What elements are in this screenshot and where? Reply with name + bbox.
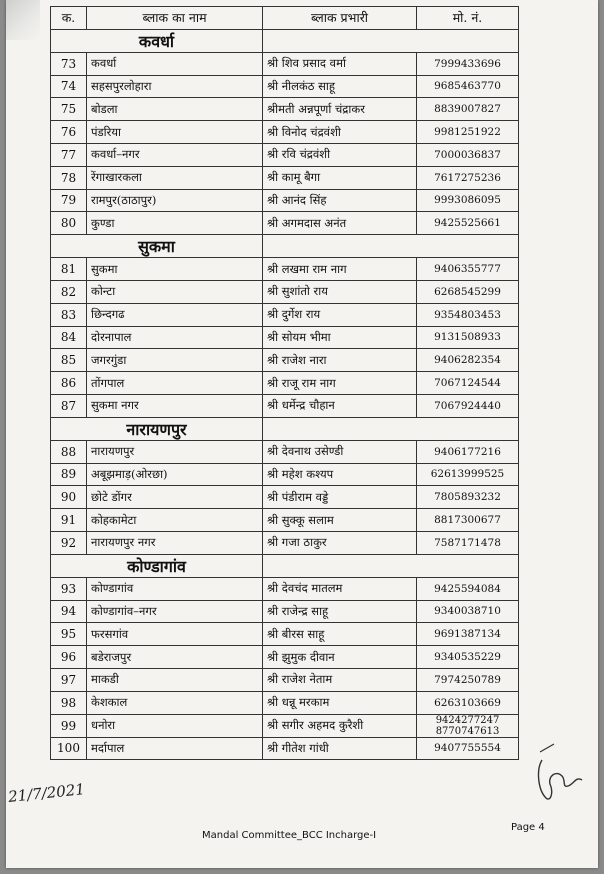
serial-number-cell: 84 [51, 326, 87, 349]
block-incharge-cell: श्री राजेश नेताम [263, 668, 417, 691]
folded-corner [6, 0, 40, 40]
handwritten-signature [532, 740, 588, 810]
block-incharge-cell: श्री रवि चंद्रवंशी [263, 143, 417, 166]
block-incharge-cell: श्री पंडीराम वड्डे [263, 486, 417, 509]
serial-number-cell: 83 [51, 303, 87, 326]
block-name-cell: धनोरा [87, 714, 263, 737]
header-serial: क. [51, 7, 87, 30]
serial-number-cell: 74 [51, 75, 87, 98]
district-heading-row [51, 554, 519, 577]
district-heading-row [51, 235, 519, 258]
table-row [51, 166, 519, 189]
serial-number-cell: 100 [51, 737, 87, 760]
serial-number-cell: 73 [51, 52, 87, 75]
mobile-number-cell: 9981251922 [417, 121, 519, 144]
table-row [51, 326, 519, 349]
table-row [51, 349, 519, 372]
mobile-number-cell: 8839007827 [417, 98, 519, 121]
block-name-cell: कोहकामेटा [87, 509, 263, 532]
block-incharge-cell: श्रीमती अन्नपूर्णा चंद्राकर [263, 98, 417, 121]
block-incharge-cell: श्री झुमुक दीवान [263, 646, 417, 669]
mobile-number-cell: 7000036837 [417, 143, 519, 166]
block-incharge-cell: श्री धन्नू मरकाम [263, 691, 417, 714]
mobile-number-cell: 7805893232 [417, 486, 519, 509]
table-row [51, 394, 519, 417]
district-heading-row [51, 417, 519, 440]
block-name-cell: माकडी [87, 668, 263, 691]
serial-number-cell: 87 [51, 394, 87, 417]
table-row [51, 121, 519, 144]
table-row [51, 577, 519, 600]
table-row [51, 463, 519, 486]
serial-number-cell: 94 [51, 600, 87, 623]
serial-number-cell: 96 [51, 646, 87, 669]
serial-number-cell: 82 [51, 280, 87, 303]
mobile-number-cell: 9407755554 [417, 737, 519, 760]
serial-number-cell: 88 [51, 440, 87, 463]
block-name-cell: कवर्धा–नगर [87, 143, 263, 166]
block-incharge-cell: श्री देवचंद मातलम [263, 577, 417, 600]
mobile-number-secondary: 8770747613 [435, 725, 500, 737]
district-name: कवर्धा [51, 29, 263, 52]
mobile-number-cell: 6263103669 [417, 691, 519, 714]
block-incharge-cell: श्री विनोद चंद्रवंशी [263, 121, 417, 144]
mobile-number-cell: 7587171478 [417, 531, 519, 554]
mobile-number-cell: 62613999525 [417, 463, 519, 486]
table-row [51, 303, 519, 326]
mobile-number-cell: 9406177216 [417, 440, 519, 463]
block-name-cell: सुकमा [87, 258, 263, 281]
table-row [51, 280, 519, 303]
block-incharge-cell: श्री आनंद सिंह [263, 189, 417, 212]
table-header-row [51, 7, 519, 30]
table-row [51, 52, 519, 75]
table-row [51, 486, 519, 509]
block-incharge-cell: श्री बीरस साहू [263, 623, 417, 646]
block-incharge-cell: श्री धर्मेन्द्र चौहान [263, 394, 417, 417]
district-name: कोण्डागांव [51, 554, 263, 577]
serial-number-cell: 79 [51, 189, 87, 212]
table-row [51, 75, 519, 98]
serial-number-cell: 81 [51, 258, 87, 281]
table-row [51, 189, 519, 212]
block-name-cell: रामपुर(ठाठापुर) [87, 189, 263, 212]
table-row [51, 440, 519, 463]
serial-number-cell: 98 [51, 691, 87, 714]
document-page [6, 0, 598, 868]
block-name-cell: पंडरिया [87, 121, 263, 144]
block-incharge-cell: श्री कामू बैगा [263, 166, 417, 189]
block-incharge-cell: श्री राजेश नारा [263, 349, 417, 372]
block-incharge-cell: श्री दुर्गेश राय [263, 303, 417, 326]
mobile-number-cell: 7067124544 [417, 372, 519, 395]
block-name-cell: बडेराजपुर [87, 646, 263, 669]
serial-number-cell: 76 [51, 121, 87, 144]
table-row [51, 714, 519, 737]
block-incharge-cell: श्री सोयम भीमा [263, 326, 417, 349]
serial-number-cell: 78 [51, 166, 87, 189]
block-name-cell: जगरगुंडा [87, 349, 263, 372]
block-incharge-cell: श्री अगमदास अनंत [263, 212, 417, 235]
header-block-incharge: ब्लाक प्रभारी [263, 7, 417, 30]
block-name-cell: अबूझमाड़(ओरछा) [87, 463, 263, 486]
mobile-number-cell: 6268545299 [417, 280, 519, 303]
block-name-cell: कोण्डागांव–नगर [87, 600, 263, 623]
block-incharge-cell: श्री महेश कश्यप [263, 463, 417, 486]
mobile-number-cell: 7617275236 [417, 166, 519, 189]
block-incharge-cell: श्री देवनाथ उसेण्डी [263, 440, 417, 463]
mobile-number-cell: 7974250789 [417, 668, 519, 691]
district-name: सुकमा [51, 235, 263, 258]
block-name-cell: बोडला [87, 98, 263, 121]
block-name-cell: फरसगांव [87, 623, 263, 646]
table-row [51, 212, 519, 235]
mobile-number-cell: 9685463770 [417, 75, 519, 98]
district-heading-blank [263, 417, 519, 440]
footer-text: Mandal Committee_BCC Incharge-I [202, 830, 377, 841]
block-name-cell: मर्दापाल [87, 737, 263, 760]
block-name-cell: सहसपुरलोहारा [87, 75, 263, 98]
block-incharge-cell: श्री सुक्कू सलाम [263, 509, 417, 532]
block-incharge-cell: श्री गीतेश गांधी [263, 737, 417, 760]
block-name-cell: छोटे डोंगर [87, 486, 263, 509]
district-heading-blank [263, 554, 519, 577]
serial-number-cell: 91 [51, 509, 87, 532]
mobile-number-cell: 7067924440 [417, 394, 519, 417]
mobile-number-cell: 9425525661 [417, 212, 519, 235]
mobile-number-cell [417, 714, 519, 737]
serial-number-cell: 93 [51, 577, 87, 600]
block-name-cell: कोण्डागांव [87, 577, 263, 600]
mobile-number-cell: 9131508933 [417, 326, 519, 349]
serial-number-cell: 86 [51, 372, 87, 395]
district-heading-blank [263, 29, 519, 52]
table-row [51, 258, 519, 281]
block-name-cell: दोरनापाल [87, 326, 263, 349]
mobile-number-primary: 9424277247 [435, 714, 500, 726]
table-row [51, 737, 519, 760]
block-incharge-cell: श्री सुशांतो राय [263, 280, 417, 303]
district-name: नारायणपुर [51, 417, 263, 440]
mobile-number-cell: 7999433696 [417, 52, 519, 75]
block-name-cell: कुण्डा [87, 212, 263, 235]
serial-number-cell: 92 [51, 531, 87, 554]
block-name-cell: नारायणपुर नगर [87, 531, 263, 554]
header-block-name: ब्लाक का नाम [87, 7, 263, 30]
table-row [51, 509, 519, 532]
mobile-number-cell: 9425594084 [417, 577, 519, 600]
table-row [51, 531, 519, 554]
district-heading-blank [263, 235, 519, 258]
district-heading-row [51, 29, 519, 52]
table-row [51, 691, 519, 714]
mobile-number-cell: 9691387134 [417, 623, 519, 646]
table-row [51, 623, 519, 646]
block-incharge-table [50, 6, 519, 760]
serial-number-cell: 75 [51, 98, 87, 121]
block-name-cell: रेंगाखारकला [87, 166, 263, 189]
serial-number-cell: 89 [51, 463, 87, 486]
serial-number-cell: 95 [51, 623, 87, 646]
block-name-cell: नारायणपुर [87, 440, 263, 463]
serial-number-cell: 90 [51, 486, 87, 509]
block-incharge-cell: श्री सगीर अहमद कुरैशी [263, 714, 417, 737]
header-mobile-number: मो. नं. [417, 7, 519, 30]
mobile-number-cell: 9406355777 [417, 258, 519, 281]
table-row [51, 600, 519, 623]
table-row [51, 646, 519, 669]
page-number: Page 4 [511, 822, 545, 833]
mobile-number-cell: 9354803453 [417, 303, 519, 326]
mobile-number-cell: 9340038710 [417, 600, 519, 623]
table-row [51, 668, 519, 691]
serial-number-cell: 80 [51, 212, 87, 235]
serial-number-cell: 77 [51, 143, 87, 166]
serial-number-cell: 85 [51, 349, 87, 372]
block-name-cell: कोन्टा [87, 280, 263, 303]
block-name-cell: सुकमा नगर [87, 394, 263, 417]
block-incharge-cell: श्री लखमा राम नाग [263, 258, 417, 281]
block-name-cell: छिन्दगढ [87, 303, 263, 326]
mobile-number-cell: 9406282354 [417, 349, 519, 372]
serial-number-cell: 99 [51, 714, 87, 737]
mobile-number-cell: 9340535229 [417, 646, 519, 669]
block-name-cell: केशकाल [87, 691, 263, 714]
table-row [51, 98, 519, 121]
block-incharge-cell: श्री राजेन्द्र साहू [263, 600, 417, 623]
table-row [51, 372, 519, 395]
block-name-cell: कवर्धा [87, 52, 263, 75]
block-incharge-cell: श्री नीलकंठ साहू [263, 75, 417, 98]
mobile-number-cell: 9993086095 [417, 189, 519, 212]
mobile-number-cell: 8817300677 [417, 509, 519, 532]
block-name-cell: तोंगपाल [87, 372, 263, 395]
block-incharge-cell: श्री गजा ठाकुर [263, 531, 417, 554]
serial-number-cell: 97 [51, 668, 87, 691]
handwritten-date: 21/7/2021 [7, 780, 86, 806]
block-incharge-cell: श्री राजू राम नाग [263, 372, 417, 395]
block-incharge-cell: श्री शिव प्रसाद वर्मा [263, 52, 417, 75]
table-row [51, 143, 519, 166]
